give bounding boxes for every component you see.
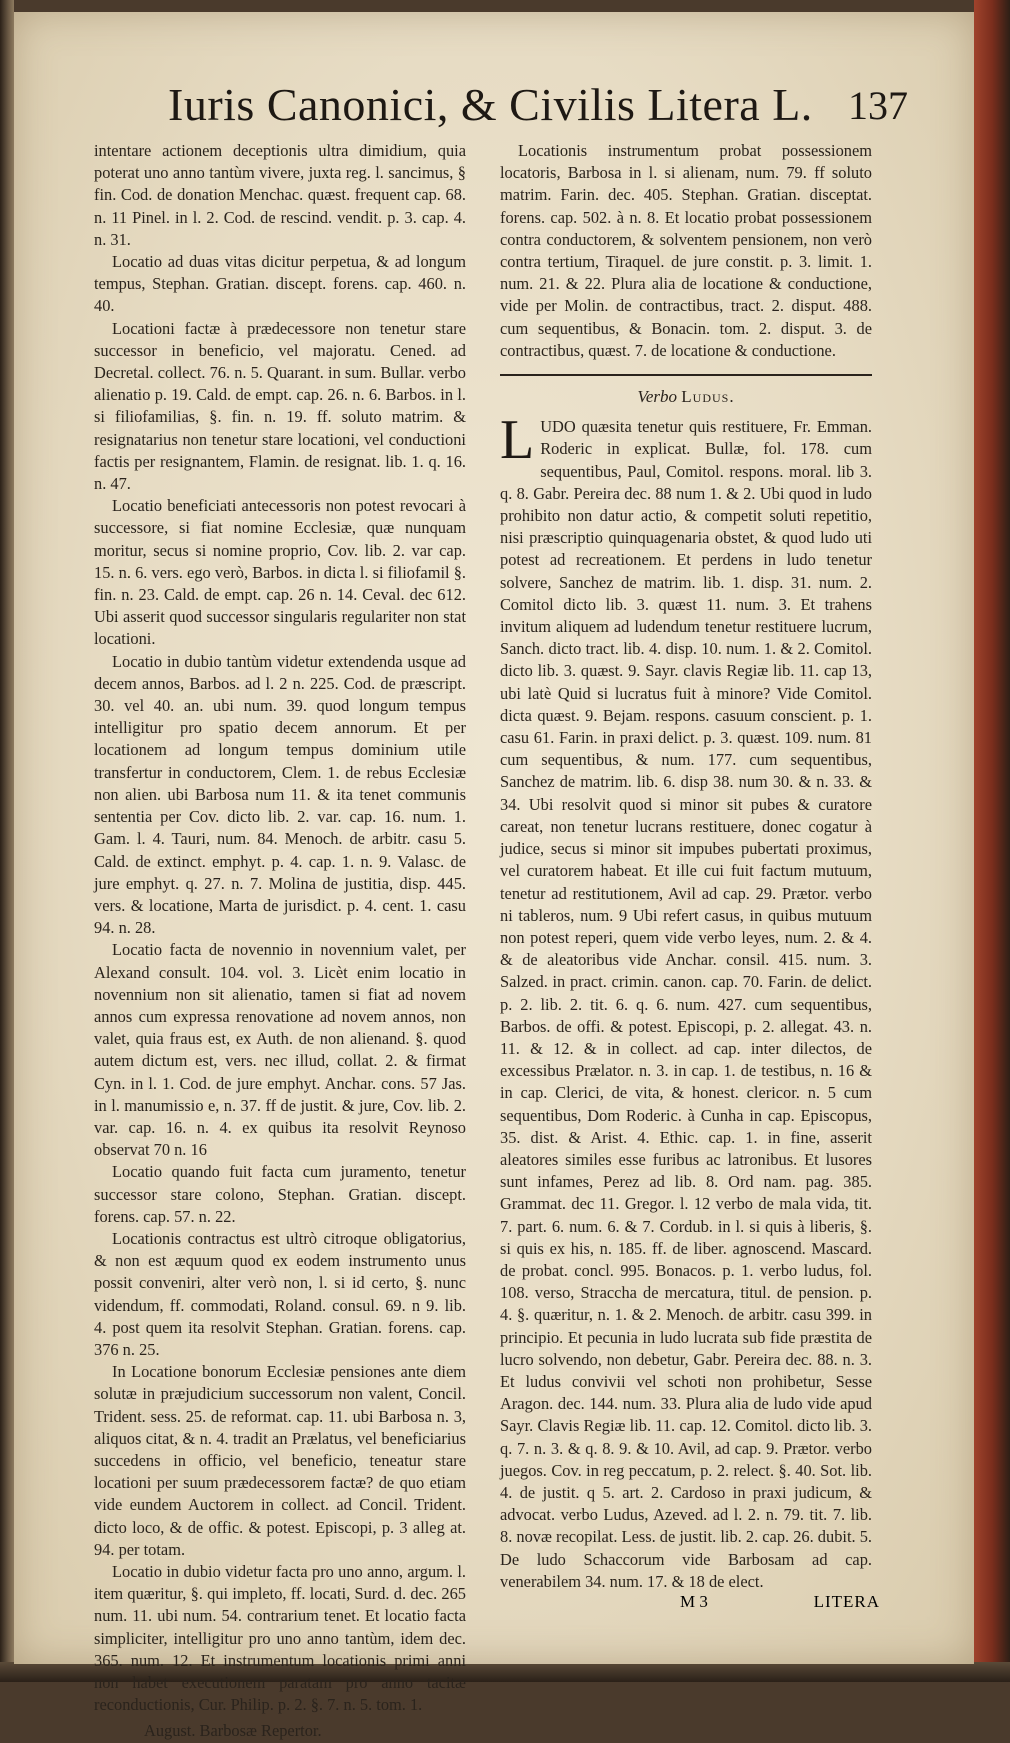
column-signature: August. Barbosæ Repertor. xyxy=(144,1721,322,1741)
paragraph: Locationis instrumentum probat possessionem locatoris, Barbosa in l. si alienam, num. 79. ff soluto matrim. Farin. dec. 405. Stephan. Gratian. disceptat. forens. cap. 502. à n. 8. Et locatio probat possessionem contra conductorem, & solventem pensionem, non verò contra tertium, Tiraquel. de jure constit. p. 3. limit. 1. num. 21. & 22. Plura alia de locatione & conductione, vide per Molin. de contractibus, tract. 2. disput. 488. cum sequentibus, & Bonacin. tom. 2. disput. 3. de contractibus, quæst. 7. de locatione & conductione. xyxy=(500,141,872,360)
paragraph: Locatio ad duas vitas dicitur perpetua, & ad longum tempus, Stephan. Gratian. discept. forens. cap. 460. n. 40. xyxy=(94,252,466,316)
drop-cap: L xyxy=(500,409,535,472)
paragraph: Locatio beneficiati antecessoris non potest revocari à successore, si fiat nomine Ecclesiæ, quæ nunquam moritur, secus si nomine proprio, Cov. lib. 2. var cap. 15. n. 6. vers. ego verò, Barbos. in dicta l. si filiofamil §. fin. n. 23. Cald. de empt. cap. 26 n. 14. Ceval. dec 612. Ubi asserit quod successor singularis regulariter non stat locationi. xyxy=(94,496,466,649)
left-column xyxy=(94,140,466,1743)
page-footer xyxy=(500,1592,880,1616)
ludus-text: UDO quæsita tenetur quis restituere, Fr. Emman. Roderic in explicat. Bullæ, fol. 178. cum sequentibus, Paul, Comitol. respons. moral. lib 3. q. 8. Gabr. Pereira dec. 88 num 1. & 2. Ubi quod in ludo prohibito non datur actio, & competit soluti repetitio, nisi præscriptio quinquagenaria obstet, & quod ludo uti potest ad recreationem. Et perdens in ludo tenetur solvere, Sanchez de matrim. lib. 1. disp. 31. num. 2. Comitol dicto lib. 3. quæst 11. num. 3. Et trahens invitum aliquem ad ludendum tenetur restituere lucrum, Sanch. dicto tract. lib. 4. disp. 10. num. 1. & 2. Comitol. dicto lib. 3. quæst. 9. Sayr. clavis Regiæ lib. 11. cap 13, ubi latè Quid si lucratus fuit à minore? Vide Comitol. dicta quæst. 9. Bejam. respons. casuum conscient. p. 1. casu 61. Farin. in praxi delict. p. 3. quæst. 109. num. 81 cum sequentibus, & num. 177. cum sequentibus, Sanchez de matrim. lib. 6. disp 38. num 30. & n. 33. & 34. Ubi resolvit quod si minor sit pubes & curatore careat, non tenetur lucrans restituere, donec cogatur à judice, secus si minor sit impubes pubertati proximus, vel curatorem habeat. Et ille cui fuit factum mutuum, tenetur ad restitutionem, Avil ad cap. 29. Prætor. verbo ni tableros, num. 9 Ubi refert casus, in quibus mutuum non potest reperi, quem vide verbo leyes, num. 2. & 4. & de aleatoribus vide Anchar. consil. 415. num. 3. Salzed. in pract. crimin. canon. cap. 70. Farin. de delict. p. 2. lib. 2. tit. 6. q. 6. num. 427. cum sequentibus, Barbos. de offi. & potest. Episcopi, p. 2. allegat. 43. n. 11. & 12. & in collect. ad cap. inter dilectos, de excessibus Prælator. n. 3. in cap. 1. de testibus, n. 16 & in cap. Clerici, de vita, & honest. clericor. n. 5 cum sequentibus, Dom Roderic. à Cunha in cap. Episcopus, 35. dist. & Arist. 4. Ethic. cap. 1. in fine, asserit aleatores similes esse furibus ac latronibus. Et lusores sunt infames, Perez ad lib. 8. Ord nam. pag. 385. Grammat. dec 11. Gregor. l. 12 verbo de mala vida, tit. 7. part. 6. num. 6. & 7. Cordub. in l. si quis à liberis, §. si quis ex his, n. 185. ff. de liber. agnoscend. Mascard. de probat. concl. 995. Bonacos. p. 1. verbo ludus, fol. 108. verso, Straccha de mercatura, titul. de pension. p. 4. §. quæritur, n. 1. & 2. Menoch. de arbitr. casu 399. in principio. Et pecunia in ludo lucrata sub fide præstita de lucro solvendo, non debetur, Gabr. Pereira dec. 88. n. 3. Et ludus convivii vel schoti non prohibetur, Sesse Aragon. dec. 144. num. 33. Plura alia de ludo vide apud Sayr. Clavis Regiæ lib. 11. cap. 12. Comitol. dicto lib. 3. q. 7. n. 3. & q. 8. 9. & 10. Avil, ad cap. 9. Prætor. verbo juegos. Cov. in reg peccatum, p. 2. relect. §. 40. Sot. lib. 4. de justit. q 5. art. 2. Cardoso in praxi judicum, & advocat. verbo Ludus, Azeved. ad l. 2. n. 79. tit. 7. lib. 8. novæ recopilat. Less. de justit. lib. 2. cap. 26. dubit. 5. De ludo Schaccorum vide Barbosam ad cap. venerabilem 34. num. 17. & 18 de elect. xyxy=(500,417,872,1591)
paragraph: Locatio quando fuit facta cum juramento, tenetur successor stare colono, Stephan. Gratian. discept. forens. cap. 57. n. 22. xyxy=(94,1162,466,1226)
running-head xyxy=(104,78,908,134)
book-page xyxy=(14,12,974,1741)
right-column xyxy=(500,140,872,1593)
section-heading-word: Ludus. xyxy=(681,387,735,407)
paragraph: Locatio facta de novennio in novennium valet, per Alexand consult. 104. vol. 3. Licèt enim locatio in novennium non sit alienatio, tamen si fiat ad novem annos cum expressa renovatione ad novem annos, non valet, quia fraus est, ex Auth. de non alienand. §. quod autem dictum est, vers. nec illud, collat. 2. & firmat Cyn. in l. 1. Cod. de jure emphyt. Anchar. cons. 57 Jas. in l. manumissio e, n. 37. ff de justit. & jure, Cov. lib. 2. var. cap. 16. n. 4. ex quibus ita resolvit Reynoso observat 70 n. 16 xyxy=(94,940,466,1160)
paragraph: In Locatione bonorum Ecclesiæ pensiones ante diem solutæ in præjudicium successorum non valent, Concil. Trident. sess. 25. de reformat. cap. 11. ubi Barbosa n. 3, aliquos citat, & n. 4. tradit an Prælatus, vel beneficiarius succedens in officio, vel beneficio, teneatur stare locationi per suum prædecessorem factæ? de quo etiam vide eundem Auctorem in collect. ad Concil. Trident. dicto loco, & de offic. & potest. Episcopi, p. 3 alleg at. 94. per totam. xyxy=(94,1362,466,1559)
paragraph: Locationis contractus est ultrò citroque obligatorius, & non est æquum quod ex eodem instrumento unus possit conveniri, alter verò non, l. si id certo, §. nunc videndum, ff. commodati, Roland. consul. 69. n 9. lib. 4. post quem ita resolvit Stephan. Gratian. forens. cap. 376 n. 25. xyxy=(94,1228,466,1359)
section-heading-prefix: Verbo xyxy=(637,387,678,407)
page-number: 137 xyxy=(848,83,908,128)
paragraph: Locationi factæ à prædecessore non tenetur stare successor in beneficio, vel majoratu. Cened. ad Decretal. collect. 76. n. 5. Quarant. in sum. Bullar. verbo alienatio p. 19. Cald. de empt. cap. 26. n. 6. Barbos. in l. si filiofamilias, §. fin. n. 19. ff. soluto matrim. & resignatarius non tenetur stare locationi, vel conductioni factis per resignantem, Flamin. de resignat. lib. 1. q. 16. n. 47. xyxy=(94,318,466,494)
running-title: Iuris Canonici, & Civilis Litera L. xyxy=(168,79,813,130)
paragraph: intentare actionem deceptionis ultra dimidium, quia poterat uno anno tantùm vivere, juxta reg. l. sancimus, § fin. Cod. de donation Menchac. quæst. frequent cap. 68. n. 11 Pinel. in l. 2. Cod. de rescind. vendit. p. 3. cap. 4. n. 31. xyxy=(94,141,466,249)
paragraph: Locatio in dubio videtur facta pro uno anno, argum. l. item quæritur, §. qui impleto, ff. locati, Surd. d. dec. 265 num. 11. ubi num. 54. contrarium tenet. Et locatio facta simpliciter, intelligitur pro uno anno tantùm, idem dec. 365. num. 12. Et instrumentum locationis primi anni non habet executionem paratam pro anno tacitæ reconductionis, Cur. Philip. p. 2. §. 7. n. 5. tom. 1. xyxy=(94,1562,466,1715)
ludus-paragraph xyxy=(500,409,872,1593)
book-right-edge xyxy=(974,0,1010,1682)
section-heading xyxy=(500,386,872,408)
catchword: LITERA xyxy=(813,1592,880,1611)
paragraph: Locatio in dubio tantùm videtur extendenda usque ad decem annos, Barbos. ad l. 2 n. 225. Cod. de præscript. 30. vel 40. an. ubi num. 39. quod longum tempus intelligitur pro spatio decem annorum. Et per locationem ad longum tempus dominium utile transfertur in conductorem, Clem. 1. de rebus Ecclesiæ non alien. ubi Barbosa num 11. & ita tenet communis sententia per Cov. dicto lib. 2. var. cap. 16. num. 1. Gam. l. 4. Tauri, num. 84. Menoch. de arbitr. casu 5. Cald. de extinct. emphyt. p. 4. cap. 1. n. 9. Valasc. de jure emphyt. q. 27. n. 7. Molina de justitia, disp. 445. vers. & locatione, Marta de jurisdict. p. 4. cent. 1. casu 94. n. 28. xyxy=(94,651,466,938)
signature-mark: M 3 xyxy=(680,1592,708,1611)
book-left-edge xyxy=(0,0,14,1682)
section-divider xyxy=(500,374,872,376)
